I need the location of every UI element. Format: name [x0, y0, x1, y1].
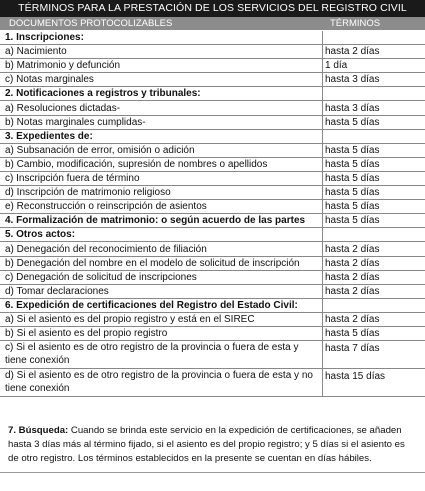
- row-term: hasta 5 días: [325, 328, 380, 340]
- section-label: 1. Inscripciones:: [5, 32, 84, 43]
- table-row: [0, 186, 425, 200]
- section-label: 5. Otros actos:: [5, 229, 76, 241]
- table-row: [0, 369, 425, 397]
- row-term: hasta 5 días: [325, 158, 380, 170]
- row-label: d) Si el asiento es de otro registro de la provincia o fuera de esta y no tiene conexión: [5, 370, 313, 395]
- table-row: [0, 172, 425, 186]
- row-label: b) Matrimonio y defunción: [5, 60, 121, 72]
- row-term: hasta 2 días: [325, 243, 380, 255]
- row-label: e) Reconstrucción o reinscripción de asientos: [5, 201, 207, 213]
- row-term: hasta 5 días: [325, 215, 380, 227]
- row-term: hasta 2 días: [325, 285, 380, 297]
- row-term: hasta 5 días: [325, 187, 380, 199]
- row-term: hasta 3 días: [325, 102, 380, 114]
- note-heading: 7. Búsqueda:: [8, 425, 69, 436]
- table-row: [0, 313, 425, 327]
- section-label: 4. Formalización de matrimonio: o según acuerdo de las partes: [5, 215, 306, 227]
- section-label: 2. Notificaciones a registros y tribunales:: [5, 88, 201, 100]
- table-row: [0, 200, 425, 214]
- section-row: [0, 31, 425, 45]
- row-term: hasta 5 días: [325, 201, 380, 213]
- table-row: [0, 102, 425, 116]
- table-title: TÉRMINOS PARA LA PRESTACIÓN DE LOS SERVICIOS DEL REGISTRO CIVIL: [0, 0, 425, 17]
- row-label: a) Si el asiento es del propio registro y está en el SIREC: [5, 314, 255, 325]
- row-term: 1 día: [325, 60, 348, 72]
- section-row: [0, 87, 425, 101]
- section-row: [0, 214, 425, 228]
- row-label: b) Cambio, modificación, supresión de nombres o apellidos: [5, 158, 268, 170]
- table-row: [0, 59, 425, 73]
- row-label: a) Nacimiento: [5, 46, 67, 58]
- row-term: hasta 2 días: [325, 271, 380, 283]
- row-label: b) Denegación del nombre en el modelo de solicitud de inscripción: [5, 257, 300, 269]
- row-label: d) Tomar declaraciones: [5, 285, 109, 297]
- table-row: [0, 327, 425, 341]
- bottom-divider: [0, 472, 425, 473]
- row-label: a) Resoluciones dictadas-: [5, 102, 121, 114]
- row-label: c) Denegación de solicitud de inscripciones: [5, 271, 197, 283]
- column-header-documents: DOCUMENTOS PROTOCOLIZABLES: [9, 18, 173, 29]
- table-row: [0, 257, 425, 271]
- row-label: a) Subsanación de error, omisión o adición: [5, 144, 195, 156]
- column-divider: [322, 31, 323, 397]
- row-term: hasta 5 días: [325, 144, 380, 156]
- row-term: hasta 2 días: [325, 314, 380, 325]
- row-label: b) Notas marginales cumplidas-: [5, 116, 146, 128]
- row-term: hasta 2 días: [325, 46, 380, 58]
- table-row: [0, 45, 425, 59]
- column-header-terms: TÉRMINOS: [330, 18, 381, 29]
- row-label: a) Denegación del reconocimiento de filiación: [5, 243, 207, 255]
- table-row: [0, 73, 425, 87]
- table-row: [0, 271, 425, 285]
- row-label: c) Inscripción fuera de término: [5, 173, 140, 184]
- row-term: hasta 3 días: [325, 74, 380, 86]
- row-term: hasta 15 días: [325, 371, 386, 383]
- row-term: hasta 7 días: [325, 343, 380, 355]
- row-term: hasta 2 días: [325, 257, 380, 269]
- section-label: 6. Expedición de certificaciones del Registro del Estado Civil:: [5, 299, 298, 311]
- section-row: [0, 130, 425, 144]
- table-row: [0, 285, 425, 299]
- row-label: d) Inscripción de matrimonio religioso: [5, 187, 171, 199]
- table-row: [0, 341, 425, 369]
- note-text: Cuando se brinda este servicio en la expedición de certificaciones, se añaden hasta 3 días más al término fijado, si el asiento es del propio registro; y 5 días si el asiento es de otro registro. Los términos establecidos en la presente se cuentan en días hábiles.: [8, 425, 405, 464]
- section-row: [0, 299, 425, 313]
- table-row: [0, 144, 425, 158]
- row-label: b) Si el asiento es del propio registro: [5, 328, 168, 340]
- row-label: c) Notas marginales: [5, 74, 94, 86]
- table-row: [0, 158, 425, 172]
- table-row: [0, 116, 425, 130]
- section-row: [0, 228, 425, 242]
- column-header: [0, 17, 425, 30]
- row-label: c) Si el asiento es de otro registro de la provincia o fuera de esta y tiene conexión: [5, 342, 299, 367]
- row-term: hasta 5 días: [325, 116, 380, 128]
- table-row: [0, 243, 425, 257]
- search-note: [8, 424, 416, 466]
- section-label: 3. Expedientes de:: [5, 130, 93, 142]
- row-term: hasta 5 días: [325, 173, 380, 184]
